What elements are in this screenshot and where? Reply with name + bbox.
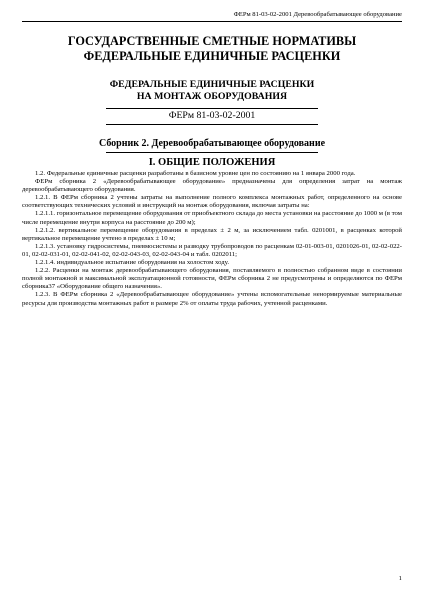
body-text bbox=[22, 170, 402, 308]
collection-rule bbox=[106, 152, 318, 153]
code-rule-bottom bbox=[106, 124, 318, 125]
main-title bbox=[0, 34, 424, 63]
paragraph: ФЕРм сборника 2 «Деревообрабатывающее оборудование» предназначены для определения затрат на монтаж деревообрабатывающего оборудования. bbox=[22, 178, 402, 194]
paragraph: 1.2.1. В ФЕРм сборника 2 учтены затраты на выполнение полного комплекса монтажных работ, определенного на основе соответствующих технических условий и инструкций на монтаж оборудования, включая затраты на: bbox=[22, 194, 402, 210]
sub-title-line-2: НА МОНТАЖ ОБОРУДОВАНИЯ bbox=[136, 91, 288, 102]
code-rule-top bbox=[106, 108, 318, 109]
running-header: ФЕРм 81-03-02-2001 Деревообрабатывающее оборудование bbox=[233, 11, 402, 18]
sub-title-line-1: ФЕДЕРАЛЬНЫЕ ЕДИНИЧНЫЕ РАСЦЕНКИ bbox=[109, 79, 315, 90]
paragraph: 1.2.2. Расценки на монтаж деревообрабатывающего оборудования, поставляемого в полностью собранном виде в состоянии полной монтажной и максимальной эксплуатационной готовности, ФЕРм сборника 2 не предусмотрены и определяются по ФЕРм сборника37 «Оборудование общего назначения». bbox=[22, 267, 402, 291]
page-number: 1 bbox=[398, 575, 402, 582]
paragraph: 1.2.1.4. индивидуальное испытание оборудования на холостом ходу. bbox=[35, 259, 229, 267]
main-title-line-1: ГОСУДАРСТВЕННЫЕ СМЕТНЫЕ НОРМАТИВЫ bbox=[67, 34, 357, 48]
document-code: ФЕРм 81-03-02-2001 bbox=[168, 110, 256, 121]
header-rule bbox=[22, 21, 402, 22]
section-title: I. ОБЩИЕ ПОЛОЖЕНИЯ bbox=[148, 157, 276, 168]
collection-title: Сборник 2. Деревообрабатывающее оборудование bbox=[98, 138, 326, 149]
paragraph: 1.2.1.3. установку гидросистемы, пневмосистемы и разводку трубопроводов по расценкам 02-01-003-01, 0201026-01, 02-02-022-01, 02-02-031-01, 02-02-041-02, 02-02-043-03, 02-02-043-04 и табл. 0202011; bbox=[22, 242, 402, 258]
paragraph: 1.2.1.1. горизонтальное перемещение оборудования от приобъектного склада до места установки на расстояние до 1000 м (в том числе перемещение внутри корпуса на расстояние до 200 м); bbox=[22, 210, 402, 226]
main-title-line-2: ФЕДЕРАЛЬНЫЕ ЕДИНИЧНЫЕ РАСЦЕНКИ bbox=[83, 48, 341, 63]
paragraph: 1.2.3. В ФЕРм сборника 2 «Деревообрабатывающее оборудование» учтены вспомогательные ненормируемые материальные ресурсы для производства монтажных работ в размере 2% от оплаты труда рабочих, учтенной расценками. bbox=[22, 291, 402, 307]
sub-title bbox=[0, 79, 424, 103]
paragraph: 1.2. Федеральные единичные расценки разработаны в базисном уровне цен по состоянию на 1 январа 2000 года. bbox=[35, 170, 356, 177]
paragraph: 1.2.1.2. вертикальное перемещение оборудования в пределах ± 2 м, за исключением табл. 0201001, в расценках которой вертикальное перемещение учтено в пределах ± 10 м; bbox=[22, 226, 402, 242]
